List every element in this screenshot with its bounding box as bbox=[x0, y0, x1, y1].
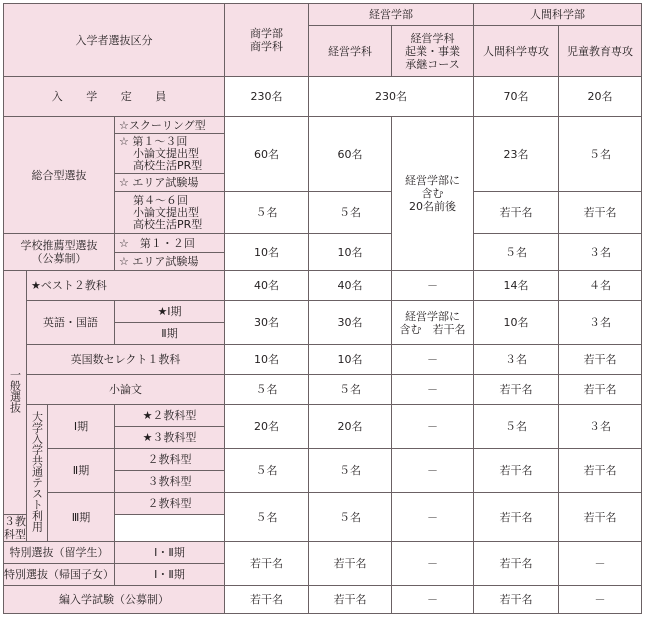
general-select1-row bbox=[4, 345, 642, 375]
comprehensive-label: 総合型選抜 bbox=[31, 168, 87, 182]
transfer-row bbox=[4, 586, 642, 614]
comprehensive-r1-child: ５名 bbox=[559, 117, 642, 192]
comprehensive-schooling: ☆スクーリング型 bbox=[115, 117, 225, 134]
capacity-label-cell bbox=[4, 77, 225, 117]
management-faculty-label: 経営学部 bbox=[369, 8, 413, 21]
succession-note-line3: 20名前後 bbox=[409, 200, 456, 213]
comprehensive-r2-human: 若干名 bbox=[474, 192, 559, 234]
ct-p1-child: ３名 bbox=[559, 405, 642, 449]
ct-p1-type-a: ★２教科型 bbox=[115, 405, 225, 427]
capacity-commerce: 230名 bbox=[225, 77, 309, 117]
essay-commerce: ５名 bbox=[225, 375, 309, 405]
round1-3-pr: 高校生活PR型 bbox=[133, 159, 203, 172]
engjp-management: 30名 bbox=[309, 301, 392, 345]
transfer-label: 編入学試験（公募制） bbox=[4, 586, 225, 614]
essay-child: 若干名 bbox=[559, 375, 642, 405]
recommendation-sublabel: （公募制） bbox=[31, 252, 87, 265]
special-child: － bbox=[559, 542, 642, 586]
best2-child: ４名 bbox=[559, 271, 642, 301]
select1-label: 英国数セレクト１教科 bbox=[27, 345, 225, 375]
comprehensive-area: ☆ エリア試験場 bbox=[115, 174, 225, 192]
ct-p1-succession: － bbox=[392, 405, 474, 449]
select1-child: 若干名 bbox=[559, 345, 642, 375]
capacity-management: 230名 bbox=[309, 77, 474, 117]
special-returnee-period: Ⅰ・Ⅱ期 bbox=[115, 564, 225, 586]
comprehensive-r1-commerce: 60名 bbox=[225, 117, 309, 192]
comprehensive-r1-management: 60名 bbox=[309, 117, 392, 192]
general-essay-row bbox=[4, 375, 642, 405]
ct-p3-management: ５名 bbox=[309, 493, 392, 542]
common-test-label: 大学入学共通テスト利用 bbox=[30, 411, 44, 532]
ct-p3-commerce: ５名 bbox=[225, 493, 309, 542]
engjp-period1: ★Ⅰ期 bbox=[115, 301, 225, 323]
engjp-label: 英語・国語 bbox=[27, 301, 115, 345]
recommendation-round: ☆ 第１・２回 bbox=[115, 234, 225, 253]
best2-human: 14名 bbox=[474, 271, 559, 301]
capacity-human-science: 70名 bbox=[474, 77, 559, 117]
capacity-child-education: 20名 bbox=[559, 77, 642, 117]
special-intl-label: 特別選抜（留学生） bbox=[4, 542, 115, 564]
header-succession-course bbox=[392, 26, 474, 77]
recommendation-management: 10名 bbox=[309, 234, 392, 271]
ct-p1-type-b: ★３教科型 bbox=[115, 427, 225, 449]
engjp-succession-line1: 経営学部に bbox=[405, 309, 460, 323]
common-test-label-cell bbox=[27, 405, 48, 542]
special-intl-period: Ⅰ・Ⅱ期 bbox=[115, 542, 225, 564]
recommendation-human: ５名 bbox=[474, 234, 559, 271]
round4-6-title: 第４～６回 bbox=[133, 194, 188, 207]
engjp-succession-line2: 含む 若干名 bbox=[399, 322, 466, 336]
capacity-row bbox=[4, 77, 642, 117]
best2-commerce: 40名 bbox=[225, 271, 309, 301]
recommendation-row-1 bbox=[4, 234, 642, 253]
select1-management: 10名 bbox=[309, 345, 392, 375]
engjp-child: ３名 bbox=[559, 301, 642, 345]
recommendation-commerce: 10名 bbox=[225, 234, 309, 271]
transfer-human: 若干名 bbox=[474, 586, 559, 614]
special-human: 若干名 bbox=[474, 542, 559, 586]
general-best2-label: ★ベスト２教科 bbox=[27, 271, 225, 301]
best2-succession: － bbox=[392, 271, 474, 301]
header-category bbox=[4, 4, 225, 77]
ct-p2-succession: － bbox=[392, 449, 474, 493]
ct-p1-row-1 bbox=[4, 405, 642, 427]
ct-p3-type-a: ２教科型 bbox=[115, 493, 225, 515]
special-succession: － bbox=[392, 542, 474, 586]
select1-succession: － bbox=[392, 345, 474, 375]
succession-note-line2: 含む bbox=[421, 187, 444, 200]
recommendation-area: ☆ エリア試験場 bbox=[115, 253, 225, 271]
recommendation-label-cell bbox=[4, 234, 115, 271]
engjp-succession bbox=[392, 301, 474, 345]
ct-p1-human: ５名 bbox=[474, 405, 559, 449]
select1-commerce: 10名 bbox=[225, 345, 309, 375]
special-returnee-label: 特別選抜（帰国子女） bbox=[4, 564, 115, 586]
ct-p2-child: 若干名 bbox=[559, 449, 642, 493]
round1-3-title: ☆ 第１～３回 bbox=[119, 135, 188, 148]
admission-quota-table-container bbox=[3, 3, 642, 614]
admission-quota-table bbox=[3, 3, 642, 614]
general-label-cell bbox=[4, 271, 27, 515]
general-label: 一般選抜 bbox=[8, 369, 22, 413]
header-commerce bbox=[225, 4, 309, 77]
ct-p2-type-a: ２教科型 bbox=[115, 449, 225, 471]
ct-p3-row-1 bbox=[4, 493, 642, 515]
succession-line3: 承継コース bbox=[405, 57, 460, 71]
ct-p2-human: 若干名 bbox=[474, 449, 559, 493]
comprehensive-succession-note bbox=[392, 117, 474, 271]
ct-p2-management: ５名 bbox=[309, 449, 392, 493]
header-management-dept bbox=[309, 26, 392, 77]
ct-p3-human: 若干名 bbox=[474, 493, 559, 542]
round1-3-essay: 小論文提出型 bbox=[133, 147, 199, 160]
round4-6-pr: 高校生活PR型 bbox=[133, 218, 203, 231]
human-science-label: 人間科学専攻 bbox=[483, 44, 549, 58]
child-education-label: 児童教育専攻 bbox=[567, 44, 633, 58]
header-category-label: 入学者選抜区分 bbox=[75, 33, 153, 47]
comprehensive-label-cell bbox=[4, 117, 115, 234]
human-faculty-label: 人間科学部 bbox=[530, 8, 585, 21]
comprehensive-round4-6 bbox=[115, 192, 225, 234]
recommendation-child: ３名 bbox=[559, 234, 642, 271]
engjp-period2: Ⅱ期 bbox=[115, 323, 225, 345]
commerce-dept-label: 商学科 bbox=[250, 40, 283, 53]
capacity-label: 入 学 定 員 bbox=[51, 90, 177, 103]
ct-p2-label: Ⅱ期 bbox=[48, 449, 115, 493]
general-best2-row bbox=[4, 271, 642, 301]
ct-p3-succession: － bbox=[392, 493, 474, 542]
ct-p2-commerce: ５名 bbox=[225, 449, 309, 493]
special-commerce: 若干名 bbox=[225, 542, 309, 586]
comprehensive-r2-commerce: ５名 bbox=[225, 192, 309, 234]
comprehensive-r2-child: 若干名 bbox=[559, 192, 642, 234]
header-human-science bbox=[474, 26, 559, 77]
comprehensive-r1-human: 23名 bbox=[474, 117, 559, 192]
management-dept-label: 経営学科 bbox=[328, 44, 372, 58]
comprehensive-round1-3 bbox=[115, 134, 225, 174]
succession-line2: 起業・事業 bbox=[405, 44, 460, 58]
ct-p1-management: 20名 bbox=[309, 405, 392, 449]
transfer-commerce: 若干名 bbox=[225, 586, 309, 614]
best2-management: 40名 bbox=[309, 271, 392, 301]
ct-p1-commerce: 20名 bbox=[225, 405, 309, 449]
succession-line1: 経営学科 bbox=[410, 31, 455, 45]
commerce-faculty-label: 商学部 bbox=[250, 27, 283, 40]
essay-succession: － bbox=[392, 375, 474, 405]
round4-6-essay: 小論文提出型 bbox=[133, 206, 199, 219]
ct-p2-row-1 bbox=[4, 449, 642, 471]
essay-management: ５名 bbox=[309, 375, 392, 405]
ct-p2-type-b: ３教科型 bbox=[115, 471, 225, 493]
header-management-faculty bbox=[309, 4, 474, 26]
header-child-education bbox=[559, 26, 642, 77]
transfer-succession: － bbox=[392, 586, 474, 614]
engjp-human: 10名 bbox=[474, 301, 559, 345]
ct-p3-type-b: ３教科型 bbox=[4, 515, 26, 541]
essay-human: 若干名 bbox=[474, 375, 559, 405]
general-engjp-row-1 bbox=[4, 301, 642, 323]
essay-label: 小論文 bbox=[27, 375, 225, 405]
select1-human: ３名 bbox=[474, 345, 559, 375]
ct-p3-label: Ⅲ期 bbox=[48, 493, 115, 542]
special-intl-row bbox=[4, 542, 642, 564]
transfer-child: － bbox=[559, 586, 642, 614]
header-human-faculty bbox=[474, 4, 642, 26]
engjp-commerce: 30名 bbox=[225, 301, 309, 345]
special-management: 若干名 bbox=[309, 542, 392, 586]
transfer-management: 若干名 bbox=[309, 586, 392, 614]
ct-p3-child: 若干名 bbox=[559, 493, 642, 542]
recommendation-label: 学校推薦型選抜 bbox=[20, 239, 98, 252]
ct-p1-label: Ⅰ期 bbox=[48, 405, 115, 449]
comprehensive-r2-management: ５名 bbox=[309, 192, 392, 234]
succession-note-line1: 経営学部に bbox=[405, 174, 460, 187]
comprehensive-row-1 bbox=[4, 117, 642, 134]
